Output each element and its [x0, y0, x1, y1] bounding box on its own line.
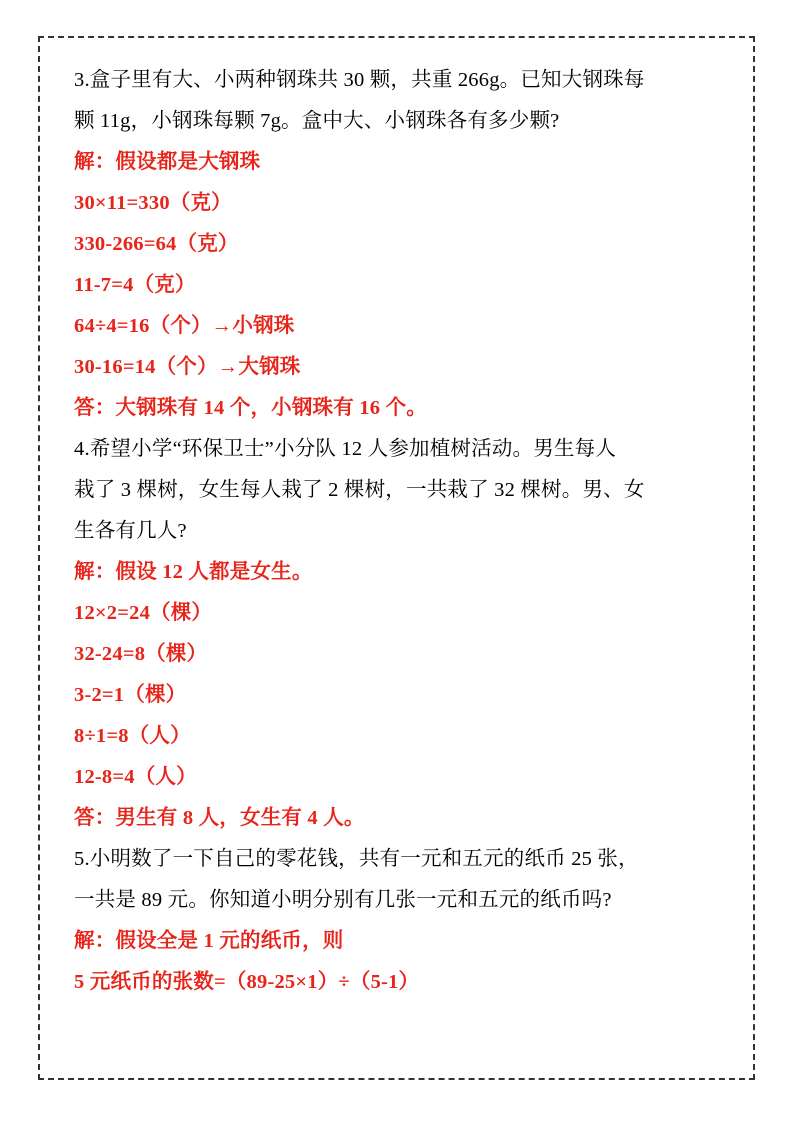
answer-line: 答：大钢珠有 14 个，小钢珠有 16 个。	[74, 397, 427, 419]
answer-line: 解：假设 12 人都是女生。	[74, 561, 313, 583]
answer-line: 3-2=1（棵）	[74, 684, 187, 706]
worksheet-sheet	[38, 36, 755, 1080]
question-line: 3.盒子里有大、小两种钢珠共 30 颗，共重 266g。已知大钢珠每	[74, 69, 645, 91]
problem-4	[74, 429, 719, 839]
question-line: 5.小明数了一下自己的零花钱，共有一元和五元的纸币 25 张，	[74, 848, 639, 870]
answer-line: 12-8=4（人）	[74, 766, 197, 788]
answer-line: 64÷4=16（个）→小钢珠	[74, 315, 295, 337]
answer-line: 330-266=64（克）	[74, 233, 239, 255]
answer-line: 8÷1=8（人）	[74, 725, 191, 747]
answer-line: 30×11=330（克）	[74, 192, 232, 214]
problem-3	[74, 60, 719, 429]
answer-line: 30-16=14（个）→大钢珠	[74, 356, 301, 378]
answer-line: 解：假设全是 1 元的纸币，则	[74, 930, 344, 952]
answer-line: 答：男生有 8 人，女生有 4 人。	[74, 807, 365, 829]
answer-line: 32-24=8（棵）	[74, 643, 208, 665]
answer-line: 解：假设都是大钢珠	[74, 151, 261, 173]
problem-5	[74, 839, 719, 1003]
question-line: 颗 11g，小钢珠每颗 7g。盒中大、小钢珠各有多少颗?	[74, 110, 560, 132]
question-line: 栽了 3 棵树，女生每人栽了 2 棵树，一共栽了 32 棵树。男、女	[74, 479, 645, 501]
question-line: 一共是 89 元。你知道小明分别有几张一元和五元的纸币吗?	[74, 889, 612, 911]
answer-line: 11-7=4（克）	[74, 274, 196, 296]
answer-line: 12×2=24（棵）	[74, 602, 213, 624]
question-line: 4.希望小学“环保卫士”小分队 12 人参加植树活动。男生每人	[74, 438, 617, 460]
answer-line: 5 元纸币的张数=（89-25×1）÷（5-1）	[74, 971, 420, 993]
question-line: 生各有几人?	[74, 520, 187, 542]
worksheet-content	[74, 60, 719, 1003]
